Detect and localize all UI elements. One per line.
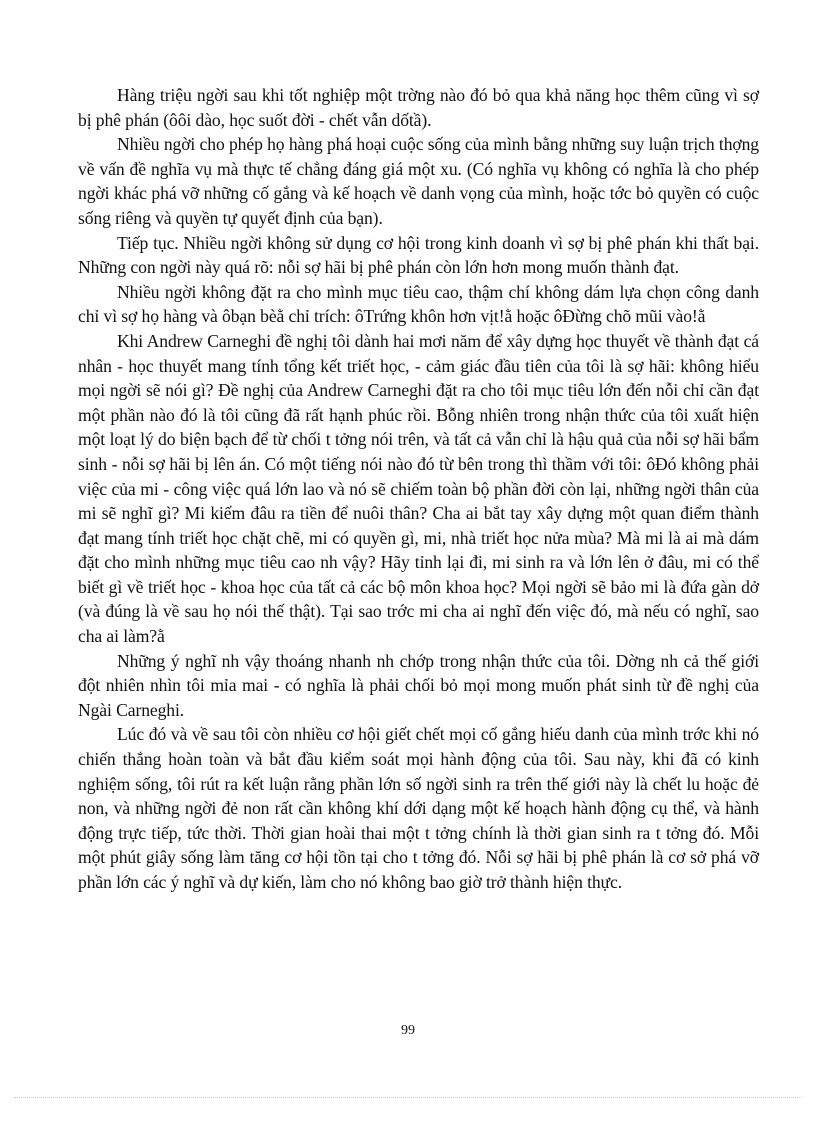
paragraph-4: Nhiều ngời không đặt ra cho mình mục tiêu cao, thậm chí không dám lựa chọn công danh chỉ vì sợ họ hàng và ôbạn bèằ chỉ trích: ôTrứng khôn hơn vịt!ằ hoặc ôĐừng chõ mũi vào!ằ: [78, 281, 759, 327]
paragraph-7: Lúc đó và về sau tôi còn nhiều cơ hội giết chết mọi cố gắng hiếu danh của mình trớc khi nó chiến thắng hoàn toàn và bắt đầu kiểm soát mọi hành động của tôi. Sau này, khi đã có kinh nghiệm sống, tôi rút ra kết luận rằng phần lớn số ngời sinh ra trên thế giới này là chết lu hoặc đẻ non, và những ngời đẻ non rất cần không khí dới dạng một kế hoạch hành động cụ thể, và hành động trực tiếp, tức thời. Thời gian hoài thai một t tởng chính là thời gian sinh ra t tởng đó. Mỗi một phút giây sống làm tăng cơ hội tồn tại cho t tởng đó. Nỗi sợ hãi bị phê phán là cơ sở phá vỡ phần lớn các ý nghĩ và dự kiến, làm cho nó không bao giờ trở thành hiện thực.: [78, 724, 759, 892]
page-number: 99: [401, 1023, 415, 1038]
paragraph-6: Những ý nghĩ nh vậy thoáng nhanh nh chớp trong nhận thức của tôi. Dờng nh cả thế giới đột nhiên nhìn tôi mỉa mai - có nghĩa là phải chối bỏ mọi mong muốn phát sinh từ đề nghị của Ngài Carneghi.: [78, 650, 759, 720]
paragraph-3: Tiếp tục. Nhiều ngời không sử dụng cơ hội trong kinh doanh vì sợ bị phê phán khi thất bại. Những con ngời này quá rõ: nỗi sợ hãi bị phê phán còn lớn hơn mong muốn thành đạt.: [78, 232, 759, 278]
paragraph-2: Nhiều ngời cho phép họ hàng phá hoại cuộc sống của mình bằng những suy luận trịch thợng về vấn đề nghĩa vụ mà thực tế chẳng đáng giá một xu. (Có nghĩa vụ không có nghĩa là cho phép ngời khác phá vỡ những cố gắng và kế hoạch về danh vọng của mình, hoặc tớc bỏ quyền có cuộc sống riêng và quyền tự quyết định của bạn).: [78, 134, 759, 228]
paragraph-5: Khi Andrew Carneghi đề nghị tôi dành hai mơi năm để xây dựng học thuyết về thành đạt cá nhân - học thuyết mang tính tổng kết triết học, - cảm giác đầu tiên của tôi là sợ hãi: không hiểu mọi ngời sẽ nói gì? Đề nghị của Andrew Carneghi đặt ra cho tôi mục tiêu lớn đến nỗi chỉ cần đạt một phần nào đó là tôi cũng đã rất hạnh phúc rồi. Bỗng nhiên trong nhận thức của tôi xuất hiện một loạt lý do biện bạch để từ chối t tởng nói trên, và tất cả vẫn chỉ là hậu quả của nỗi sợ hãi bẩm sinh - nỗi sợ hãi bị lên án. Có một tiếng nói nào đó từ bên trong thì thầm với tôi: ôĐó không phải việc của mi - công việc quá lớn lao và nó sẽ chiếm toàn bộ phần đời còn lại, những ngời thân của mi sẽ nghĩ gì? Mi kiếm đâu ra tiền để nuôi thân? Cha ai bắt tay xây dựng một quan điểm thành đạt mang tính triết học chặt chẽ, mi có quyền gì, mi, nhà triết học nửa mùa? Mà mi là ai mà dám đặt cho mình những mục tiêu cao nh vậy? Hãy tỉnh lại đi, mi sinh ra và lớn lên ở đâu, mi có thể biết gì về triết học - khoa học của tất cả các bộ môn khoa học? Mọi ngời sẽ bảo mi là đứa gàn dở (và đúng là về sau họ nói thế thật). Tại sao trớc mi cha ai nghĩ đến việc đó, mà nếu có nghĩ, sao cha ai làm?ằ: [78, 330, 759, 647]
paragraph-1: Hàng triệu ngời sau khi tốt nghiệp một trờng nào đó bỏ qua khả năng học thêm cũng vì sợ bị phê phán (ôôi dào, học suốt đời - chết vẫn dốtầ).: [78, 85, 759, 130]
page-bottom-divider: [14, 1097, 802, 1098]
body-text: [78, 83, 759, 895]
